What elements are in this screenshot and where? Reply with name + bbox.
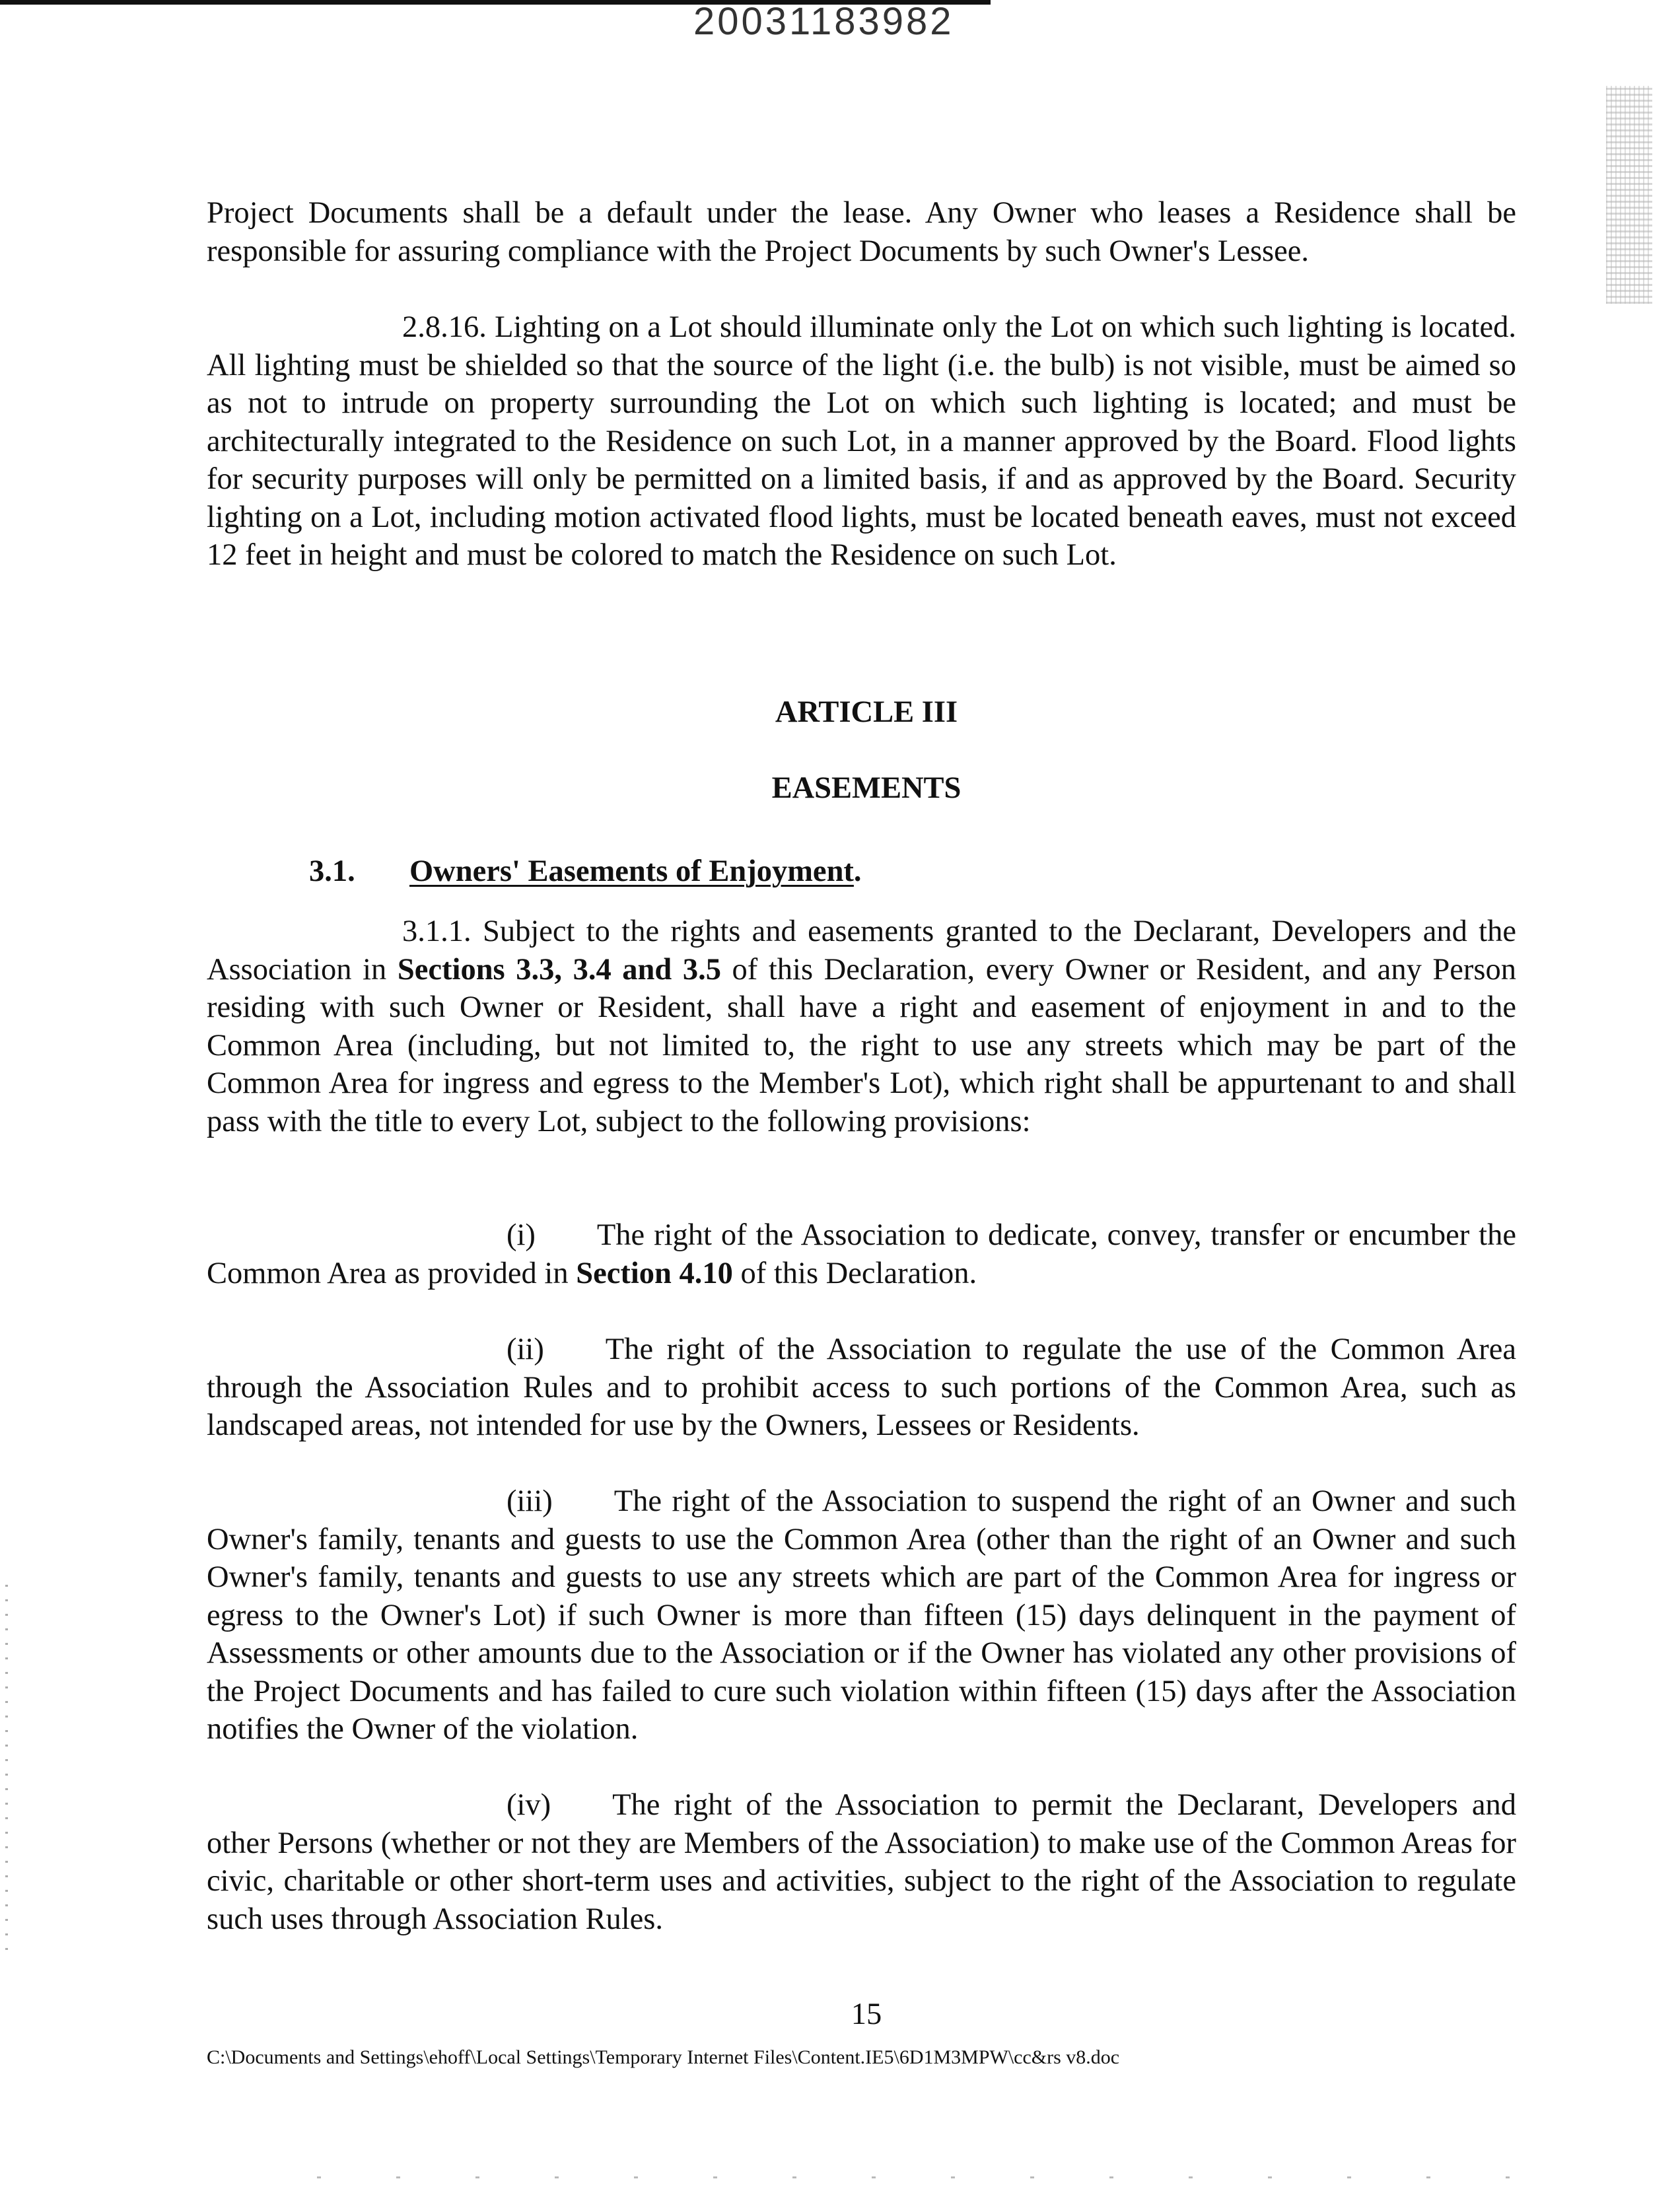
- article-title: EASEMENTS: [771, 771, 962, 805]
- provision-i-text-b: of this Declaration.: [732, 1256, 977, 1290]
- provision-iii: (iii) The right of the Association to suspend the right of an Owner and such Owner's family, tenants and guests to use the Common Area (other than the right of an Owner and such Owner's family, tenants and guests to use any streets which are part of the Common Area for ingress or egress to the Owner's Lot) if such Owner is more than fifteen (15) days delinquent in the payment of Assessments or other amounts due to the Association or if the Owner has violated any other provisions of the Project Documents and has failed to cure such violation within fifteen (15) days after the Association notifies the Owner of the violation.: [207, 1484, 1516, 1746]
- paragraph-lease-continuation: Project Documents shall be a default under the lease. Any Owner who leases a Residence shall be responsible for assuring compliance with the Project Documents by such Owner's Lessee.: [207, 196, 1516, 268]
- bottom-scan-noise: [317, 2176, 1572, 2178]
- provision-ii: (ii) The right of the Association to regulate the use of the Common Area through the Association Rules and to prohibit access to such portions of the Common Area, such as landscaped areas, not intended for use by the Owners, Lessees or Residents.: [207, 1333, 1516, 1442]
- file-path-footer: C:\Documents and Settings\ehoff\Local Settings\Temporary Internet Files\Content.IE5\6D1M3MPW\cc&rs v8.doc: [207, 2046, 1120, 2068]
- provision-i: [207, 1216, 1516, 1292]
- paragraph-2-8-16-lighting: 2.8.16. Lighting on a Lot should illuminate only the Lot on which such lighting is located. All lighting must be shielded so that the source of the light (i.e. the bulb) is not visible, must be aimed so as not to intrude on property surrounding the Lot on which such lighting is located; and must be architecturally integrated to the Residence on such Lot, in a manner approved by the Board. Flood lights for security purposes will only be permitted on a limited basis, if and as approved by the Board. Security lighting on a Lot, including motion activated flood lights, must be located beneath eaves, must not exceed 12 feet in height and must be colored to match the Residence on such Lot.: [207, 310, 1516, 572]
- paragraph-3-1-1-text-b: of this Declaration, every Owner or Resident, and any Person residing with such Owner or Resident, shall have a right and easement of enjoyment in and to the Common Area (including, but not limited to, the right to use any streets which may be part of the Common Area for ingress and egress to the Member's Lot), which right shall be appurtenant to and shall pass with the title to every Lot, subject to the following provisions:: [207, 952, 1516, 1138]
- section-number: 3.1.: [309, 854, 355, 888]
- paragraph-3-1-1: [207, 913, 1516, 1140]
- document-number: 20031183982: [693, 0, 954, 43]
- margin-scan-dots: [5, 1585, 8, 1955]
- section-3-1-heading: 3.1. Owners' Easements of Enjoyment.: [309, 852, 862, 891]
- provision-i-text-a: (i) The right of the Association to dedicate, convey, transfer or encumber the Common Area as provided in: [207, 1218, 1516, 1290]
- provision-iv: (iv) The right of the Association to permit the Declarant, Developers and other Persons (whether or not they are Members of the Association) to make use of the Common Areas for civic, charitable or other short-term uses and activities, subject to the right of the Association to regulate such uses through Association Rules.: [207, 1788, 1516, 1936]
- scan-barcode-mark: [1606, 86, 1652, 304]
- section-4-10-reference: Section 4.10: [576, 1256, 733, 1290]
- section-title: Owners' Easements of Enjoyment: [409, 854, 854, 888]
- article-heading: ARTICLE III: [775, 695, 958, 729]
- page-number: 15: [851, 1997, 882, 2031]
- sections-reference: Sections 3.3, 3.4 and 3.5: [397, 952, 721, 987]
- paragraph-3-1-1-text-a: 3.1.1. Subject to the rights and easements granted to the Declarant, Developers and the Association in: [207, 915, 1516, 987]
